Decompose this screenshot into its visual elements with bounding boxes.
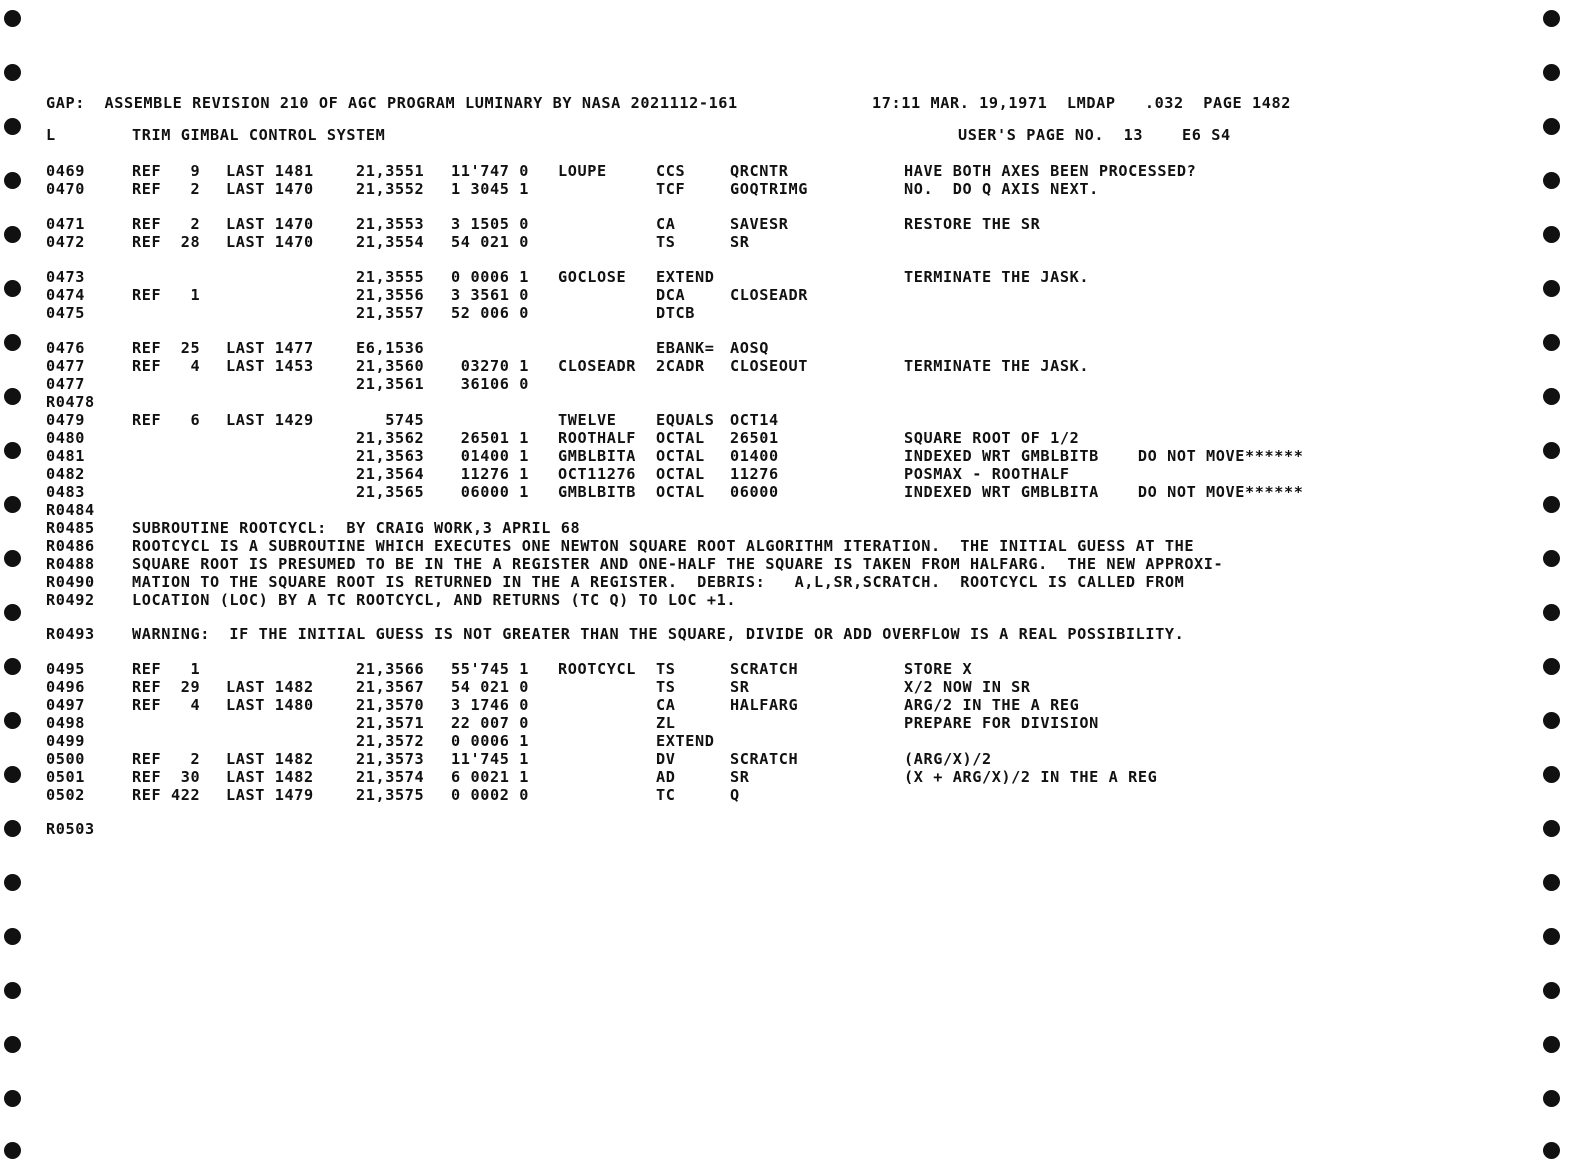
- warning-line: [46, 625, 1346, 643]
- code-addr: 21,3561: [356, 375, 425, 393]
- code-num: 0473: [46, 268, 85, 286]
- code-op: TC: [656, 786, 676, 804]
- code-addr: 21,3555: [356, 268, 425, 286]
- code-label: TWELVE: [558, 411, 617, 429]
- code-arg: HALFARG: [730, 696, 799, 714]
- code-last: LAST 1479: [226, 786, 314, 804]
- code-last: LAST 1482: [226, 768, 314, 786]
- sprocket-hole: [1543, 334, 1560, 351]
- remark-text: LOCATION (LOC) BY A TC ROOTCYCL, AND RETURNS (TC Q) TO LOC +1.: [132, 591, 737, 609]
- sprocket-hole: [4, 550, 21, 567]
- code-op: OCTAL: [656, 483, 705, 501]
- code-op: TS: [656, 660, 676, 678]
- code-num: 0496: [46, 678, 85, 696]
- sprocket-hole: [4, 10, 21, 27]
- sprocket-hole: [1543, 280, 1560, 297]
- sprocket-hole: [4, 172, 21, 189]
- code-addr: 21,3574: [356, 768, 425, 786]
- code-addr: 21,3553: [356, 215, 425, 233]
- code-label: ROOTCYCL: [558, 660, 636, 678]
- code-comment: NO. DO Q AXIS NEXT.: [904, 180, 1099, 198]
- code-num: 0481: [46, 447, 85, 465]
- code-op: EXTEND: [656, 732, 715, 750]
- remark-line: [46, 501, 1346, 519]
- code-oct: 11276 1: [451, 465, 529, 483]
- remark-text: MATION TO THE SQUARE ROOT IS RETURNED IN THE A REGISTER. DEBRIS: A,L,SR,SCRATCH. ROOTCYCL IS CALLED FROM: [132, 573, 1185, 591]
- code-oct: 11'747 0: [451, 162, 529, 180]
- code-ref: REF 1: [132, 286, 201, 304]
- code-last: LAST 1470: [226, 215, 314, 233]
- code-last: LAST 1429: [226, 411, 314, 429]
- code-ref: REF 2: [132, 750, 201, 768]
- code-comment: INDEXED WRT GMBLBITA DO NOT MOVE******: [904, 483, 1304, 501]
- code-line: [46, 233, 1346, 251]
- code-num: 0472: [46, 233, 85, 251]
- code-num: 0482: [46, 465, 85, 483]
- sprocket-hole: [1543, 118, 1560, 135]
- remark-text: WARNING: IF THE INITIAL GUESS IS NOT GREATER THAN THE SQUARE, DIVIDE OR ADD OVERFLOW IS A REAL POSSIBILITY.: [132, 625, 1185, 643]
- code-comment: POSMAX - ROOTHALF: [904, 465, 1070, 483]
- code-comment: RESTORE THE SR: [904, 215, 1041, 233]
- sprocket-hole: [1543, 388, 1560, 405]
- header-assembly-info: GAP: ASSEMBLE REVISION 210 OF AGC PROGRAM LUMINARY BY NASA 2021112-161: [46, 94, 738, 112]
- code-op: 2CADR: [656, 357, 705, 375]
- code-last: LAST 1481: [226, 162, 314, 180]
- code-label: GMBLBITA: [558, 447, 636, 465]
- code-oct: 0 0002 0: [451, 786, 529, 804]
- header-title: TRIM GIMBAL CONTROL SYSTEM: [132, 126, 386, 144]
- code-op: EXTEND: [656, 268, 715, 286]
- code-label: ROOTHALF: [558, 429, 636, 447]
- code-op: CCS: [656, 162, 686, 180]
- code-comment: X/2 NOW IN SR: [904, 678, 1031, 696]
- code-addr: 21,3552: [356, 180, 425, 198]
- code-ref: REF 6: [132, 411, 201, 429]
- code-arg: GOQTRIMG: [730, 180, 808, 198]
- code-arg: SAVESR: [730, 215, 789, 233]
- code-comment: STORE X: [904, 660, 973, 678]
- sprocket-hole: [1543, 658, 1560, 675]
- code-ref: REF 2: [132, 180, 201, 198]
- code-line: [46, 768, 1346, 786]
- code-last: LAST 1482: [226, 750, 314, 768]
- sprocket-hole: [4, 118, 21, 135]
- code-addr: 21,3562: [356, 429, 425, 447]
- sprocket-hole: [1543, 604, 1560, 621]
- sprocket-hole: [4, 874, 21, 891]
- code-num: 0474: [46, 286, 85, 304]
- code-op: OCTAL: [656, 447, 705, 465]
- header-es: E6 S4: [1182, 126, 1231, 144]
- code-last: LAST 1470: [226, 233, 314, 251]
- remark-line: [46, 519, 1346, 537]
- code-line: [46, 696, 1346, 714]
- code-oct: 22 007 0: [451, 714, 529, 732]
- sprocket-hole: [1543, 1090, 1560, 1107]
- code-last: LAST 1477: [226, 339, 314, 357]
- code-op: ZL: [656, 714, 676, 732]
- code-oct: 11'745 1: [451, 750, 529, 768]
- code-comment: SQUARE ROOT OF 1/2: [904, 429, 1080, 447]
- code-oct: 01400 1: [451, 447, 529, 465]
- sprocket-hole: [4, 64, 21, 81]
- code-op: TS: [656, 233, 676, 251]
- sprocket-hole: [4, 766, 21, 783]
- remark-num: R0484: [46, 501, 95, 519]
- sprocket-hole: [1543, 766, 1560, 783]
- sprocket-hole: [4, 658, 21, 675]
- code-arg: SR: [730, 233, 750, 251]
- sprocket-hole: [4, 604, 21, 621]
- code-num: 0479: [46, 411, 85, 429]
- sprocket-hole: [1543, 928, 1560, 945]
- code-line: [46, 483, 1346, 501]
- code-line: [46, 393, 1346, 411]
- code-op: DTCB: [656, 304, 695, 322]
- code-oct: 54 021 0: [451, 233, 529, 251]
- code-last: LAST 1453: [226, 357, 314, 375]
- code-comment: TERMINATE THE JASK.: [904, 357, 1090, 375]
- code-addr: 21,3573: [356, 750, 425, 768]
- code-num: 0500: [46, 750, 85, 768]
- sprocket-hole: [1543, 712, 1560, 729]
- code-op: TS: [656, 678, 676, 696]
- code-num: 0501: [46, 768, 85, 786]
- code-ref: REF 4: [132, 696, 201, 714]
- sprocket-hole: [1543, 172, 1560, 189]
- code-arg: CLOSEADR: [730, 286, 808, 304]
- end-remark-num: R0503: [46, 820, 95, 838]
- code-arg: SCRATCH: [730, 660, 799, 678]
- code-arg: 01400: [730, 447, 779, 465]
- sprocket-hole: [1543, 226, 1560, 243]
- sprocket-hole: [4, 1142, 21, 1159]
- code-addr: E6,1536: [356, 339, 425, 357]
- code-num: 0469: [46, 162, 85, 180]
- code-addr: 21,3567: [356, 678, 425, 696]
- code-label: GMBLBITB: [558, 483, 636, 501]
- code-oct: 6 0021 1: [451, 768, 529, 786]
- code-addr: 21,3564: [356, 465, 425, 483]
- code-op: OCTAL: [656, 429, 705, 447]
- code-addr: 21,3572: [356, 732, 425, 750]
- code-addr: 21,3571: [356, 714, 425, 732]
- code-addr: 21,3551: [356, 162, 425, 180]
- sprocket-hole: [1543, 820, 1560, 837]
- sprocket-hole: [4, 928, 21, 945]
- code-addr: 21,3560: [356, 357, 425, 375]
- code-num: 0477: [46, 357, 85, 375]
- code-line: [46, 411, 1346, 429]
- code-op: EQUALS: [656, 411, 715, 429]
- code-ref: REF 29: [132, 678, 201, 696]
- code-num: 0502: [46, 786, 85, 804]
- code-ref: REF 25: [132, 339, 201, 357]
- code-line: [46, 447, 1346, 465]
- code-addr: 21,3563: [356, 447, 425, 465]
- code-comment: HAVE BOTH AXES BEEN PROCESSED?: [904, 162, 1197, 180]
- sprocket-hole: [1543, 442, 1560, 459]
- remark-text: SUBROUTINE ROOTCYCL: BY CRAIG WORK,3 APRIL 68: [132, 519, 581, 537]
- remark-text: SQUARE ROOT IS PRESUMED TO BE IN THE A REGISTER AND ONE-HALF THE SQUARE IS TAKEN FROM HALFARG. THE NEW APPROXI-: [132, 555, 1224, 573]
- code-op: CA: [656, 215, 676, 233]
- code-addr: 21,3565: [356, 483, 425, 501]
- code-line: [46, 660, 1346, 678]
- header-line-2: [46, 126, 1346, 144]
- code-line: [46, 357, 1346, 375]
- code-oct: 52 006 0: [451, 304, 529, 322]
- code-oct: 54 021 0: [451, 678, 529, 696]
- code-label: GOCLOSE: [558, 268, 627, 286]
- code-ref: REF 422: [132, 786, 201, 804]
- code-op: CA: [656, 696, 676, 714]
- code-line: [46, 215, 1346, 233]
- code-line: [46, 750, 1346, 768]
- sprocket-hole: [4, 334, 21, 351]
- sprocket-hole: [1543, 496, 1560, 513]
- code-arg: 06000: [730, 483, 779, 501]
- sprocket-hole: [4, 388, 21, 405]
- code-oct: 3 1505 0: [451, 215, 529, 233]
- code-op: EBANK=: [656, 339, 715, 357]
- code-line: [46, 268, 1346, 286]
- sprocket-hole: [1543, 1036, 1560, 1053]
- code-addr: 21,3557: [356, 304, 425, 322]
- sprocket-hole: [4, 1090, 21, 1107]
- code-num: 0497: [46, 696, 85, 714]
- sprocket-hole: [4, 1036, 21, 1053]
- code-comment: PREPARE FOR DIVISION: [904, 714, 1099, 732]
- code-oct: 1 3045 1: [451, 180, 529, 198]
- code-line: [46, 339, 1346, 357]
- sprocket-hole: [4, 280, 21, 297]
- code-op: TCF: [656, 180, 686, 198]
- code-addr: 21,3556: [356, 286, 425, 304]
- code-ref: REF 30: [132, 768, 201, 786]
- code-oct: 0 0006 1: [451, 732, 529, 750]
- code-oct: 06000 1: [451, 483, 529, 501]
- code-line: [46, 375, 1346, 393]
- listing-page: [46, 94, 1346, 838]
- code-num: 0476: [46, 339, 85, 357]
- code-last: LAST 1480: [226, 696, 314, 714]
- code-comment: TERMINATE THE JASK.: [904, 268, 1090, 286]
- code-arg: 26501: [730, 429, 779, 447]
- code-oct: 03270 1: [451, 357, 529, 375]
- code-ref: REF 4: [132, 357, 201, 375]
- listing-body: [46, 162, 1346, 838]
- code-num: 0480: [46, 429, 85, 447]
- code-line: [46, 678, 1346, 696]
- sprocket-hole: [1543, 64, 1560, 81]
- code-comment: (ARG/X)/2: [904, 750, 992, 768]
- code-addr: 21,3554: [356, 233, 425, 251]
- code-oct: 55'745 1: [451, 660, 529, 678]
- remark-line: [46, 537, 1346, 555]
- code-addr: 21,3570: [356, 696, 425, 714]
- code-label: LOUPE: [558, 162, 607, 180]
- code-comment: ARG/2 IN THE A REG: [904, 696, 1080, 714]
- sprocket-hole: [4, 712, 21, 729]
- code-arg: Q: [730, 786, 740, 804]
- code-line: [46, 465, 1346, 483]
- code-num: 0470: [46, 180, 85, 198]
- sprocket-hole: [4, 820, 21, 837]
- sprocket-hole: [1543, 550, 1560, 567]
- code-ref: REF 2: [132, 215, 201, 233]
- code-arg: OCT14: [730, 411, 779, 429]
- code-line: [46, 714, 1346, 732]
- code-arg: SR: [730, 768, 750, 786]
- code-num: 0477: [46, 375, 85, 393]
- sprocket-hole: [1543, 10, 1560, 27]
- end-line: [46, 820, 1346, 838]
- code-line: [46, 304, 1346, 322]
- sprocket-hole: [1543, 874, 1560, 891]
- code-line: [46, 429, 1346, 447]
- code-num: 0499: [46, 732, 85, 750]
- code-ref: REF 9: [132, 162, 201, 180]
- remark-text: ROOTCYCL IS A SUBROUTINE WHICH EXECUTES ONE NEWTON SQUARE ROOT ALGORITHM ITERATION. THE INITIAL GUESS AT THE: [132, 537, 1195, 555]
- code-num: 0483: [46, 483, 85, 501]
- code-addr: 21,3575: [356, 786, 425, 804]
- code-label: OCT11276: [558, 465, 636, 483]
- code-op: OCTAL: [656, 465, 705, 483]
- code-num: 0495: [46, 660, 85, 678]
- code-arg: SR: [730, 678, 750, 696]
- code-arg: 11276: [730, 465, 779, 483]
- remark-line: [46, 555, 1346, 573]
- code-op: DV: [656, 750, 676, 768]
- code-line: [46, 162, 1346, 180]
- code-oct: 3 1746 0: [451, 696, 529, 714]
- code-arg: QRCNTR: [730, 162, 789, 180]
- remark-num: R0492: [46, 591, 95, 609]
- sprocket-hole: [4, 226, 21, 243]
- code-oct: 26501 1: [451, 429, 529, 447]
- sprocket-hole: [4, 496, 21, 513]
- header-line-1: [46, 94, 1346, 112]
- code-oct: 0 0006 1: [451, 268, 529, 286]
- code-arg: SCRATCH: [730, 750, 799, 768]
- code-line: [46, 180, 1346, 198]
- code-num: 0498: [46, 714, 85, 732]
- code-label: CLOSEADR: [558, 357, 636, 375]
- code-op: AD: [656, 768, 676, 786]
- code-op: DCA: [656, 286, 686, 304]
- sprocket-hole: [4, 442, 21, 459]
- remark-num: R0493: [46, 625, 95, 643]
- sprocket-hole: [1543, 982, 1560, 999]
- remark-num: R0485: [46, 519, 95, 537]
- code-addr: 21,3566: [356, 660, 425, 678]
- code-num: 0475: [46, 304, 85, 322]
- code-arg: CLOSEOUT: [730, 357, 808, 375]
- remark-num: R0488: [46, 555, 95, 573]
- code-num: R0478: [46, 393, 95, 411]
- remark-line: [46, 573, 1346, 591]
- header-l: L: [46, 126, 56, 144]
- code-last: LAST 1470: [226, 180, 314, 198]
- code-oct: 36106 0: [451, 375, 529, 393]
- code-line: [46, 786, 1346, 804]
- code-addr: 5745: [356, 411, 425, 429]
- code-ref: REF 28: [132, 233, 201, 251]
- code-ref: REF 1: [132, 660, 201, 678]
- remark-line: [46, 591, 1346, 609]
- code-line: [46, 732, 1346, 750]
- code-line: [46, 286, 1346, 304]
- code-arg: AOSQ: [730, 339, 769, 357]
- code-oct: 3 3561 0: [451, 286, 529, 304]
- code-num: 0471: [46, 215, 85, 233]
- sprocket-hole: [1543, 1142, 1560, 1159]
- remark-num: R0486: [46, 537, 95, 555]
- remark-num: R0490: [46, 573, 95, 591]
- code-comment: (X + ARG/X)/2 IN THE A REG: [904, 768, 1158, 786]
- sprocket-hole: [4, 982, 21, 999]
- header-user-page: USER'S PAGE NO. 13: [958, 126, 1144, 144]
- code-comment: INDEXED WRT GMBLBITB DO NOT MOVE******: [904, 447, 1304, 465]
- header-date-page: 17:11 MAR. 19,1971 LMDAP .032 PAGE 1482: [872, 94, 1291, 112]
- code-last: LAST 1482: [226, 678, 314, 696]
